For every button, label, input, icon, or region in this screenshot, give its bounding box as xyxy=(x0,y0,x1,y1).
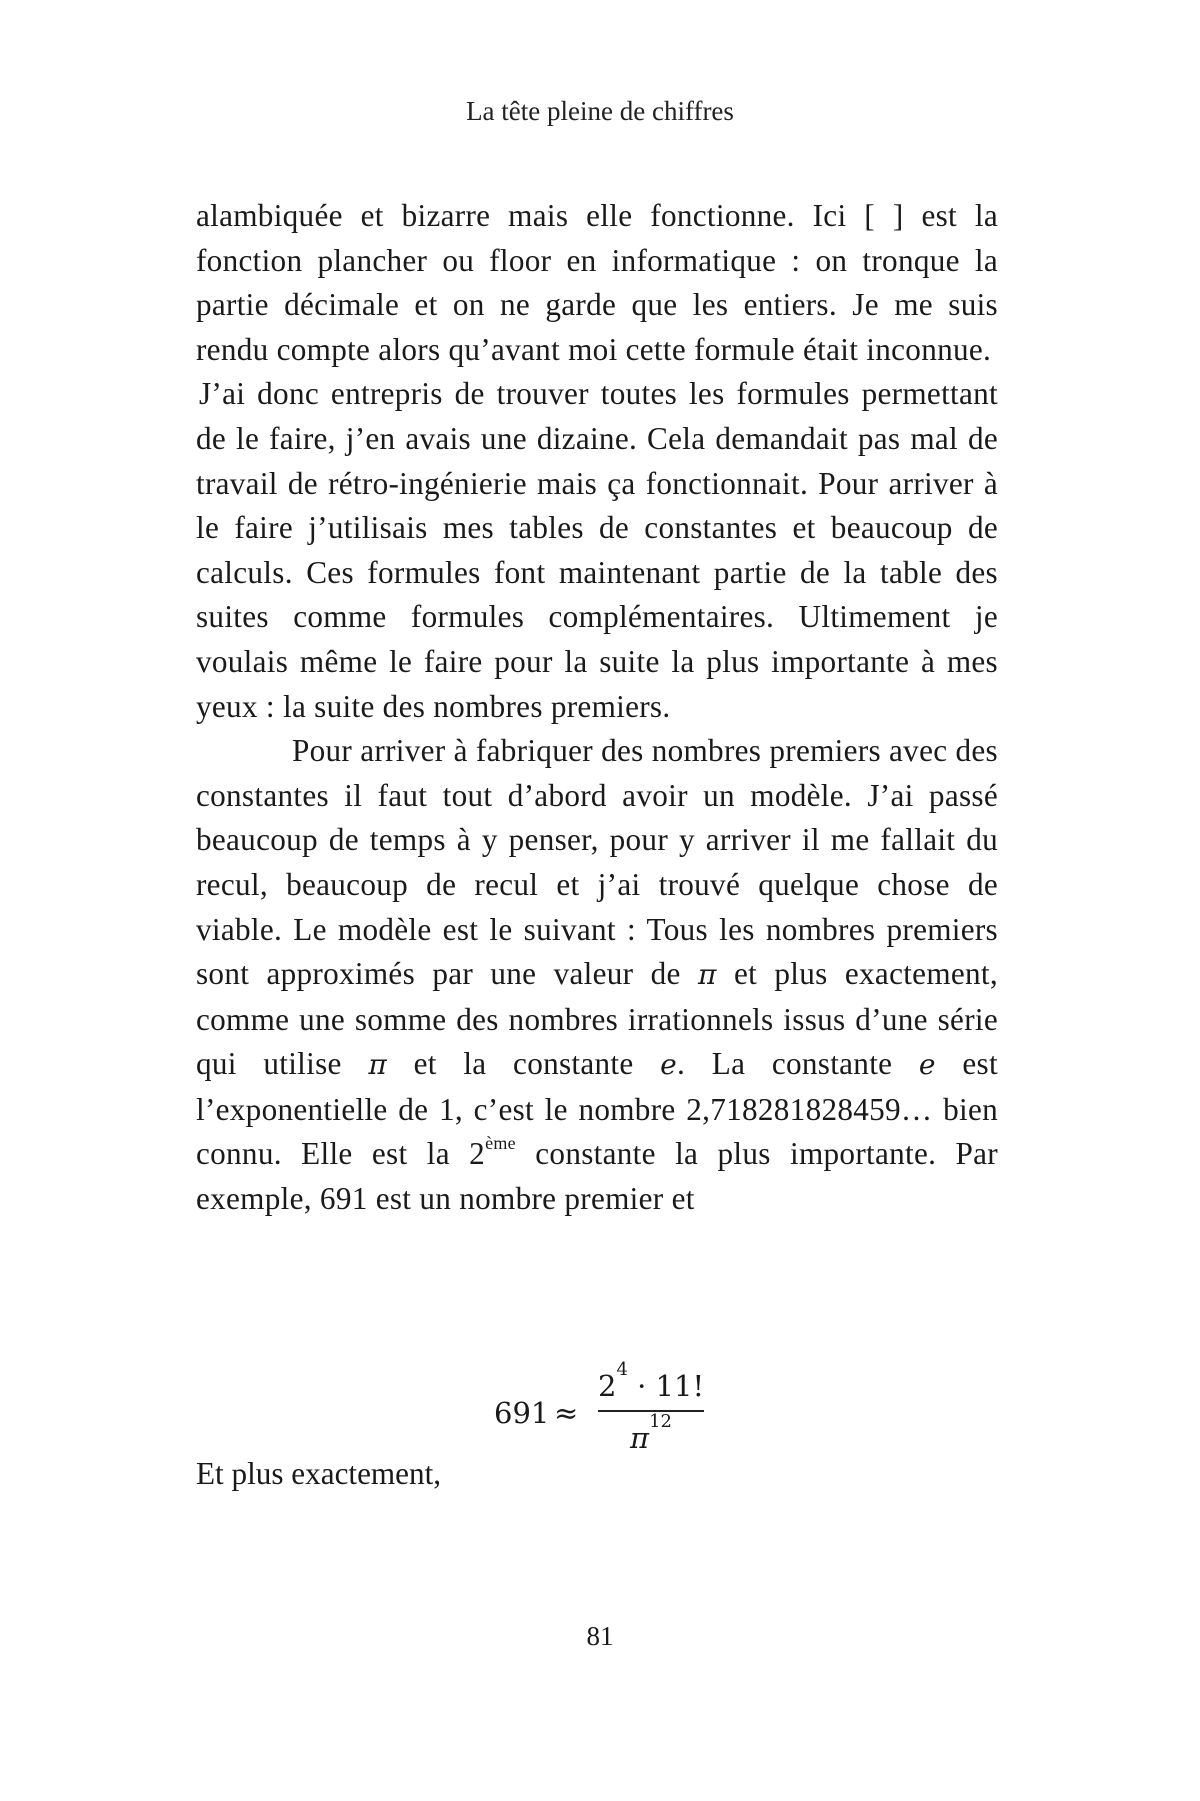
fraction xyxy=(598,1359,705,1458)
paragraph-3-text-d: . La constante xyxy=(677,1046,893,1082)
running-head: La tête pleine de chiffres xyxy=(466,96,734,126)
denominator-base: π xyxy=(630,1421,650,1455)
paragraph-3-text-e: est l’exponentielle de 1, c’est le nombre 2,718281828459… bien connu. Elle est la 2 xyxy=(196,1046,998,1172)
paragraph-3-text-c: et la constante xyxy=(413,1046,634,1082)
paragraph-1: alambiquée et bizarre mais elle fonctionne. Ici [ ] est la fonction plancher ou floor en informatique : on tronque la partie décimale et on ne garde que les entiers. Je me suis rendu compte alors qu’avant moi cette formule était inconnue. xyxy=(196,198,998,367)
after-formula-text: Et plus exactement, xyxy=(196,1456,442,1491)
approx-symbol: ≈ xyxy=(554,1396,579,1430)
paragraph-3-text-a: Pour arriver à fabriquer des nombres premiers avec des constantes il faut tout d’abord avoir un modèle. J’ai passé beaucoup de temps à y penser, pour y arriver il me fallait du recul, beaucoup de recul et j’ai trouvé quelque chose de viable. Le modèle est le suivant : Tous les nombres premiers sont approximés par une valeur de xyxy=(196,733,998,992)
fraction-numerator xyxy=(598,1359,705,1406)
pi-symbol: π xyxy=(697,958,717,992)
e-symbol: e xyxy=(660,1048,678,1082)
numerator-rest: · 11! xyxy=(637,1369,705,1403)
page-number: 81 xyxy=(586,1621,614,1651)
formula xyxy=(0,1359,1200,1466)
e-symbol: e xyxy=(918,1048,936,1082)
paragraph-3-text-f: constante la plus importante. Par exemple, 691 est un nombre premier et xyxy=(196,1136,998,1217)
paragraph-3 xyxy=(196,729,998,1222)
paragraph-3-text-b: et plus exactement, comme une somme des nombres irrationnels issus d’une série qui utilise xyxy=(196,956,998,1082)
formula-lhs: 691 xyxy=(494,1396,550,1430)
numerator-base: 2 xyxy=(598,1369,617,1403)
denominator-exponent: 12 xyxy=(649,1411,672,1433)
numerator-exponent: 4 xyxy=(616,1359,628,1381)
pi-symbol: π xyxy=(368,1048,388,1082)
fraction-denominator xyxy=(598,1411,704,1458)
ordinal-superscript: ème xyxy=(485,1133,516,1154)
paragraph-2: J’ai donc entrepris de trouver toutes les formules permettant de le faire, j’en avais une dizaine. Cela demandait pas mal de travail de rétro-ingénierie mais ça fonctionnait. Pour arriver à le faire j’utilisais mes tables de constantes et beaucoup de calculs. Ces formules font maintenant partie de la table des suites comme formules complémentaires. Ultimement je voulais même le faire pour la suite la plus importante à mes yeux : la suite des nombres premiers. xyxy=(196,376,998,724)
body-text xyxy=(196,194,998,1222)
